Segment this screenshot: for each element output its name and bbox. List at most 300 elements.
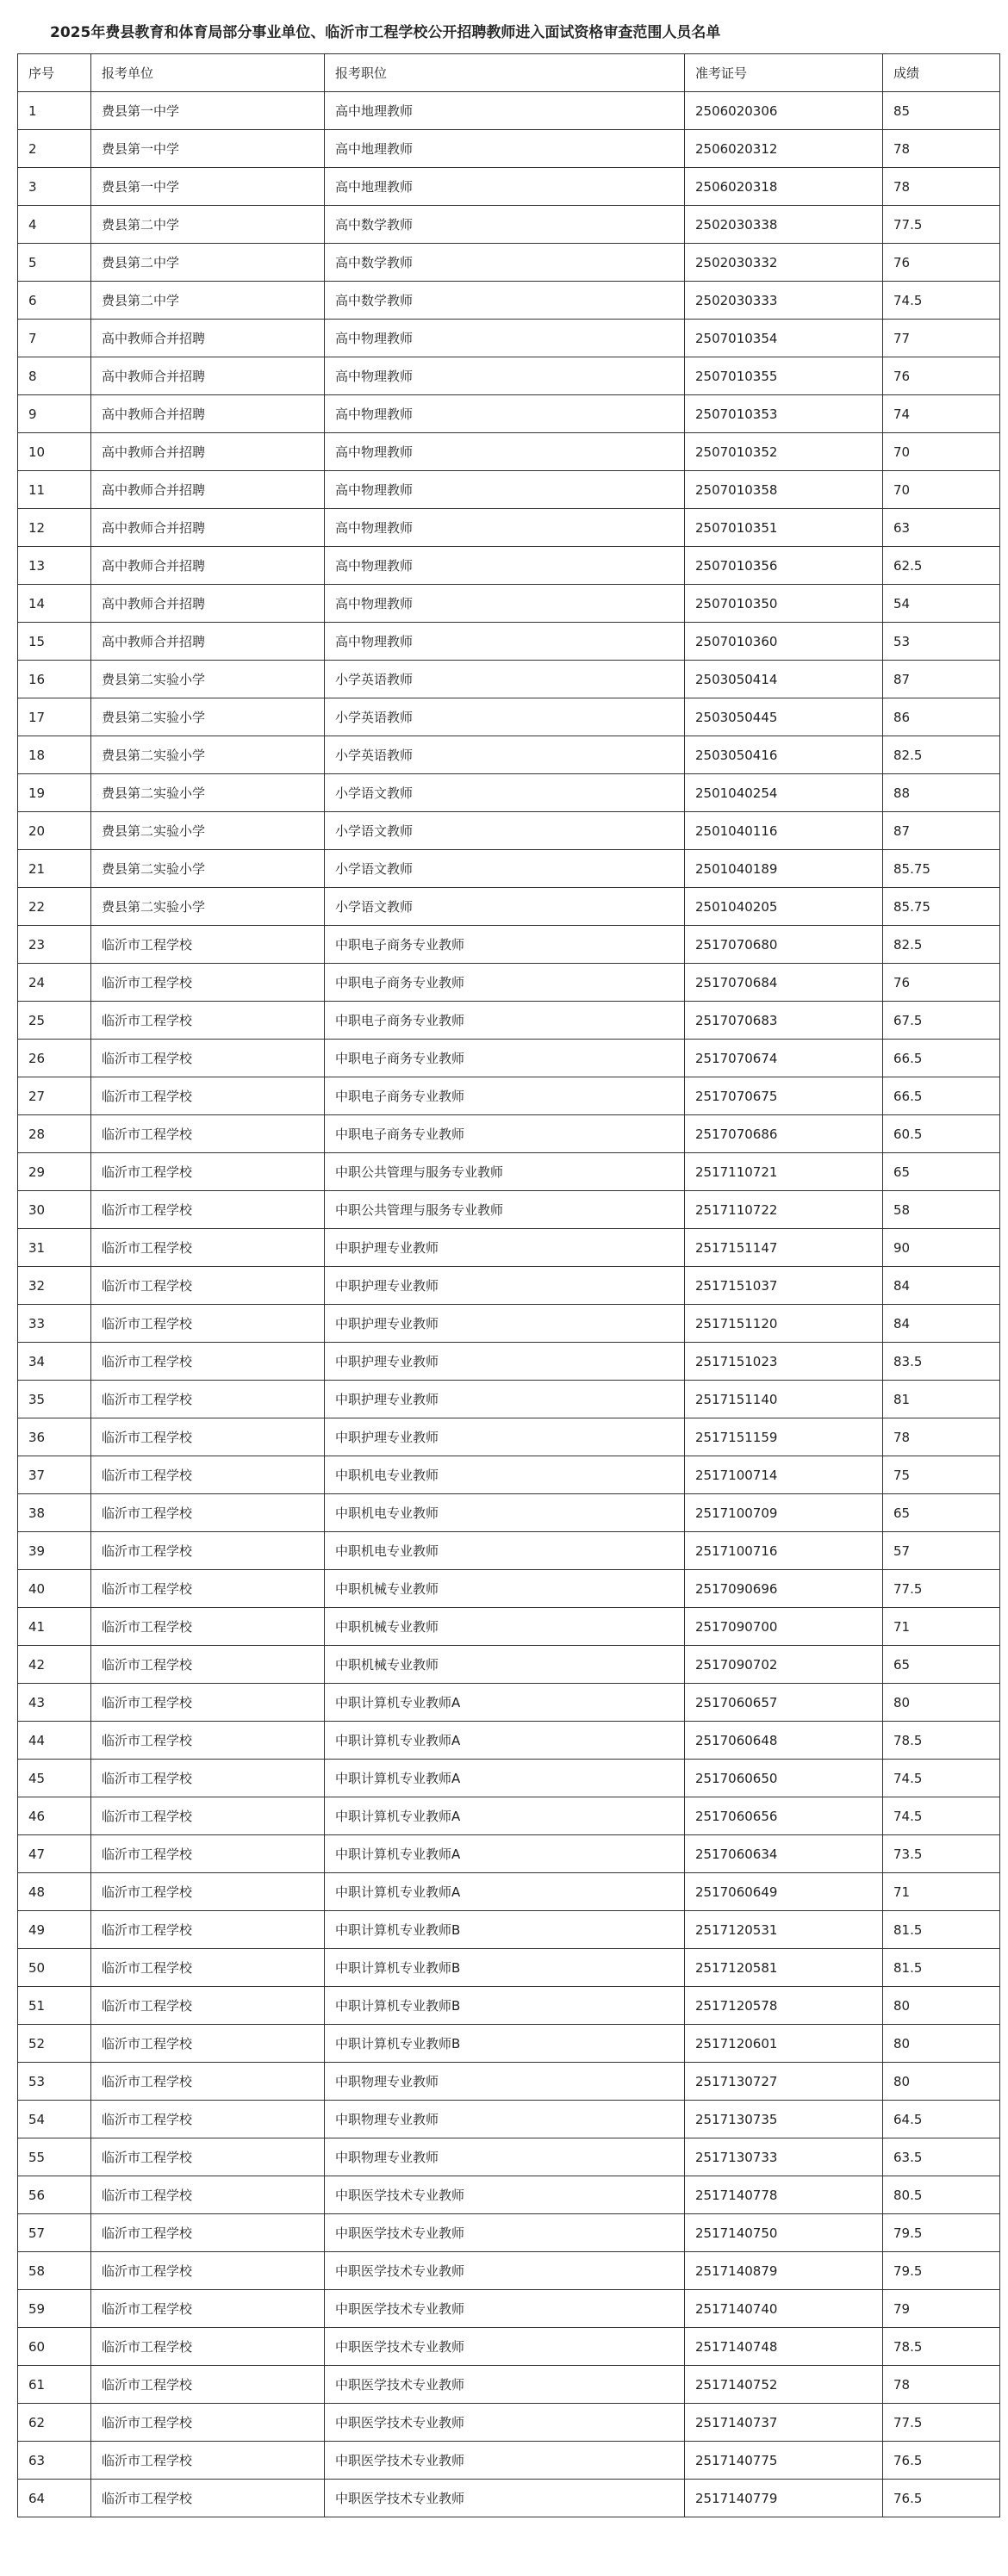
- cell-seq: 15: [18, 623, 91, 661]
- cell-unit: 临沂市工程学校: [91, 1381, 325, 1418]
- cell-position: 中职医学技术专业教师: [325, 2252, 685, 2290]
- cell-ticket: 2517070680: [685, 926, 883, 964]
- cell-seq: 49: [18, 1911, 91, 1949]
- cell-seq: 31: [18, 1229, 91, 1267]
- cell-unit: 临沂市工程学校: [91, 2442, 325, 2480]
- table-row: [18, 1456, 1000, 1494]
- cell-position: 中职物理专业教师: [325, 2101, 685, 2138]
- cell-seq: 62: [18, 2404, 91, 2442]
- cell-position: 高中物理教师: [325, 547, 685, 585]
- cell-score: 70: [883, 471, 1000, 509]
- table-row: [18, 1229, 1000, 1267]
- cell-ticket: 2507010350: [685, 585, 883, 623]
- cell-unit: 临沂市工程学校: [91, 1835, 325, 1873]
- cell-seq: 16: [18, 661, 91, 698]
- cell-unit: 临沂市工程学校: [91, 1608, 325, 1646]
- cell-unit: 临沂市工程学校: [91, 2176, 325, 2214]
- cell-unit: 高中教师合并招聘: [91, 585, 325, 623]
- table-row: [18, 1040, 1000, 1077]
- table-row: [18, 661, 1000, 698]
- table-row: [18, 698, 1000, 736]
- table-row: [18, 2480, 1000, 2517]
- cell-seq: 25: [18, 1002, 91, 1040]
- cell-position: 小学语文教师: [325, 812, 685, 850]
- cell-position: 中职医学技术专业教师: [325, 2366, 685, 2404]
- cell-position: 中职物理专业教师: [325, 2138, 685, 2176]
- cell-score: 77.5: [883, 206, 1000, 244]
- cell-seq: 50: [18, 1949, 91, 1987]
- cell-ticket: 2502030332: [685, 244, 883, 282]
- cell-ticket: 2507010358: [685, 471, 883, 509]
- cell-seq: 46: [18, 1797, 91, 1835]
- cell-unit: 临沂市工程学校: [91, 1040, 325, 1077]
- cell-score: 74.5: [883, 1760, 1000, 1797]
- cell-seq: 22: [18, 888, 91, 926]
- cell-position: 中职公共管理与服务专业教师: [325, 1191, 685, 1229]
- cell-position: 高中物理教师: [325, 623, 685, 661]
- cell-position: 中职护理专业教师: [325, 1305, 685, 1343]
- table-row: [18, 812, 1000, 850]
- cell-position: 中职机电专业教师: [325, 1456, 685, 1494]
- cell-score: 65: [883, 1153, 1000, 1191]
- cell-ticket: 2517120581: [685, 1949, 883, 1987]
- cell-seq: 23: [18, 926, 91, 964]
- cell-position: 中职计算机专业教师A: [325, 1684, 685, 1722]
- cell-seq: 59: [18, 2290, 91, 2328]
- candidate-table: [17, 53, 1000, 2517]
- cell-position: 中职护理专业教师: [325, 1343, 685, 1381]
- cell-unit: 临沂市工程学校: [91, 1305, 325, 1343]
- cell-ticket: 2517140779: [685, 2480, 883, 2517]
- cell-unit: 费县第二中学: [91, 244, 325, 282]
- cell-score: 53: [883, 623, 1000, 661]
- cell-ticket: 2517151023: [685, 1343, 883, 1381]
- cell-score: 80: [883, 1987, 1000, 2025]
- cell-seq: 19: [18, 774, 91, 812]
- cell-seq: 36: [18, 1418, 91, 1456]
- cell-ticket: 2517060648: [685, 1722, 883, 1760]
- cell-score: 76: [883, 244, 1000, 282]
- cell-score: 58: [883, 1191, 1000, 1229]
- cell-ticket: 2517151159: [685, 1418, 883, 1456]
- cell-ticket: 2517151120: [685, 1305, 883, 1343]
- cell-position: 小学英语教师: [325, 698, 685, 736]
- cell-unit: 高中教师合并招聘: [91, 471, 325, 509]
- table-row: [18, 2025, 1000, 2063]
- cell-position: 中职护理专业教师: [325, 1418, 685, 1456]
- cell-seq: 40: [18, 1570, 91, 1608]
- table-header-row: [18, 54, 1000, 92]
- cell-unit: 高中教师合并招聘: [91, 395, 325, 433]
- cell-ticket: 2517060650: [685, 1760, 883, 1797]
- table-row: [18, 395, 1000, 433]
- cell-unit: 费县第一中学: [91, 92, 325, 130]
- cell-unit: 临沂市工程学校: [91, 2138, 325, 2176]
- cell-ticket: 2507010353: [685, 395, 883, 433]
- cell-position: 中职计算机专业教师B: [325, 2025, 685, 2063]
- cell-position: 高中物理教师: [325, 509, 685, 547]
- cell-unit: 高中教师合并招聘: [91, 357, 325, 395]
- cell-score: 75: [883, 1456, 1000, 1494]
- cell-ticket: 2517100714: [685, 1456, 883, 1494]
- cell-unit: 费县第二实验小学: [91, 850, 325, 888]
- cell-unit: 临沂市工程学校: [91, 1343, 325, 1381]
- cell-ticket: 2517151147: [685, 1229, 883, 1267]
- cell-seq: 5: [18, 244, 91, 282]
- table-row: [18, 774, 1000, 812]
- cell-score: 60.5: [883, 1115, 1000, 1153]
- cell-ticket: 2517090696: [685, 1570, 883, 1608]
- cell-position: 中职医学技术专业教师: [325, 2480, 685, 2517]
- cell-unit: 临沂市工程学校: [91, 1684, 325, 1722]
- cell-seq: 35: [18, 1381, 91, 1418]
- cell-seq: 58: [18, 2252, 91, 2290]
- cell-unit: 临沂市工程学校: [91, 1456, 325, 1494]
- cell-position: 高中物理教师: [325, 433, 685, 471]
- cell-seq: 4: [18, 206, 91, 244]
- cell-position: 高中地理教师: [325, 130, 685, 168]
- cell-seq: 17: [18, 698, 91, 736]
- cell-position: 中职电子商务专业教师: [325, 1077, 685, 1115]
- cell-seq: 9: [18, 395, 91, 433]
- cell-seq: 34: [18, 1343, 91, 1381]
- cell-position: 中职计算机专业教师A: [325, 1722, 685, 1760]
- cell-unit: 临沂市工程学校: [91, 1153, 325, 1191]
- table-row: [18, 282, 1000, 320]
- table-row: [18, 1305, 1000, 1343]
- table-row: [18, 471, 1000, 509]
- table-row: [18, 585, 1000, 623]
- cell-unit: 费县第二实验小学: [91, 888, 325, 926]
- cell-score: 77.5: [883, 2404, 1000, 2442]
- cell-position: 高中物理教师: [325, 395, 685, 433]
- cell-score: 77: [883, 320, 1000, 357]
- cell-ticket: 2517060656: [685, 1797, 883, 1835]
- cell-seq: 29: [18, 1153, 91, 1191]
- table-row: [18, 2176, 1000, 2214]
- cell-unit: 临沂市工程学校: [91, 2025, 325, 2063]
- cell-score: 65: [883, 1646, 1000, 1684]
- cell-seq: 20: [18, 812, 91, 850]
- cell-seq: 33: [18, 1305, 91, 1343]
- cell-position: 中职计算机专业教师B: [325, 1949, 685, 1987]
- cell-position: 中职医学技术专业教师: [325, 2442, 685, 2480]
- cell-seq: 30: [18, 1191, 91, 1229]
- cell-score: 67.5: [883, 1002, 1000, 1040]
- cell-position: 中职计算机专业教师A: [325, 1835, 685, 1873]
- cell-position: 小学语文教师: [325, 850, 685, 888]
- table-row: [18, 1532, 1000, 1570]
- cell-ticket: 2517120601: [685, 2025, 883, 2063]
- cell-score: 74.5: [883, 1797, 1000, 1835]
- cell-score: 83.5: [883, 1343, 1000, 1381]
- cell-position: 小学英语教师: [325, 661, 685, 698]
- cell-unit: 高中教师合并招聘: [91, 547, 325, 585]
- cell-score: 54: [883, 585, 1000, 623]
- cell-unit: 高中教师合并招聘: [91, 320, 325, 357]
- cell-position: 高中地理教师: [325, 168, 685, 206]
- cell-score: 64.5: [883, 2101, 1000, 2138]
- cell-score: 80: [883, 1684, 1000, 1722]
- table-row: [18, 2290, 1000, 2328]
- cell-seq: 26: [18, 1040, 91, 1077]
- cell-unit: 临沂市工程学校: [91, 1077, 325, 1115]
- cell-ticket: 2517140740: [685, 2290, 883, 2328]
- table-row: [18, 2366, 1000, 2404]
- cell-unit: 临沂市工程学校: [91, 2328, 325, 2366]
- cell-unit: 临沂市工程学校: [91, 1911, 325, 1949]
- cell-ticket: 2507010352: [685, 433, 883, 471]
- cell-score: 66.5: [883, 1040, 1000, 1077]
- cell-score: 73.5: [883, 1835, 1000, 1873]
- cell-position: 中职护理专业教师: [325, 1267, 685, 1305]
- cell-position: 中职机电专业教师: [325, 1532, 685, 1570]
- cell-score: 90: [883, 1229, 1000, 1267]
- cell-ticket: 2517070674: [685, 1040, 883, 1077]
- cell-position: 中职医学技术专业教师: [325, 2328, 685, 2366]
- cell-score: 71: [883, 1873, 1000, 1911]
- table-row: [18, 1002, 1000, 1040]
- cell-score: 65: [883, 1494, 1000, 1532]
- table-row: [18, 1949, 1000, 1987]
- cell-seq: 63: [18, 2442, 91, 2480]
- cell-score: 76.5: [883, 2480, 1000, 2517]
- cell-score: 79: [883, 2290, 1000, 2328]
- cell-position: 中职护理专业教师: [325, 1229, 685, 1267]
- cell-ticket: 2517060649: [685, 1873, 883, 1911]
- cell-unit: 临沂市工程学校: [91, 1115, 325, 1153]
- cell-position: 中职计算机专业教师A: [325, 1760, 685, 1797]
- cell-unit: 临沂市工程学校: [91, 2290, 325, 2328]
- cell-ticket: 2507010360: [685, 623, 883, 661]
- cell-seq: 7: [18, 320, 91, 357]
- cell-score: 70: [883, 433, 1000, 471]
- cell-unit: 临沂市工程学校: [91, 2480, 325, 2517]
- cell-unit: 临沂市工程学校: [91, 1191, 325, 1229]
- table-row: [18, 2101, 1000, 2138]
- document-title: 2025年费县教育和体育局部分事业单位、临沂市工程学校公开招聘教师进入面试资格审查范围人员名单: [50, 24, 721, 41]
- cell-unit: 临沂市工程学校: [91, 2063, 325, 2101]
- cell-score: 79.5: [883, 2252, 1000, 2290]
- cell-unit: 费县第一中学: [91, 168, 325, 206]
- cell-seq: 47: [18, 1835, 91, 1873]
- table-row: [18, 2138, 1000, 2176]
- cell-ticket: 2503050416: [685, 736, 883, 774]
- cell-seq: 43: [18, 1684, 91, 1722]
- cell-position: 中职电子商务专业教师: [325, 964, 685, 1002]
- cell-position: 中职计算机专业教师A: [325, 1797, 685, 1835]
- cell-ticket: 2517140750: [685, 2214, 883, 2252]
- cell-score: 77.5: [883, 1570, 1000, 1608]
- cell-position: 中职机电专业教师: [325, 1494, 685, 1532]
- cell-position: 中职医学技术专业教师: [325, 2404, 685, 2442]
- cell-unit: 临沂市工程学校: [91, 1418, 325, 1456]
- cell-ticket: 2517060657: [685, 1684, 883, 1722]
- cell-unit: 费县第二实验小学: [91, 698, 325, 736]
- cell-unit: 临沂市工程学校: [91, 2404, 325, 2442]
- cell-unit: 临沂市工程学校: [91, 1570, 325, 1608]
- cell-ticket: 2517140737: [685, 2404, 883, 2442]
- table-row: [18, 888, 1000, 926]
- cell-unit: 临沂市工程学校: [91, 1873, 325, 1911]
- cell-unit: 临沂市工程学校: [91, 1267, 325, 1305]
- cell-seq: 53: [18, 2063, 91, 2101]
- cell-score: 86: [883, 698, 1000, 736]
- cell-ticket: 2502030338: [685, 206, 883, 244]
- cell-score: 78: [883, 1418, 1000, 1456]
- cell-position: 中职计算机专业教师B: [325, 1987, 685, 2025]
- table-row: [18, 1797, 1000, 1835]
- table-row: [18, 1873, 1000, 1911]
- table-row: [18, 2404, 1000, 2442]
- table-row: [18, 433, 1000, 471]
- cell-ticket: 2517151037: [685, 1267, 883, 1305]
- table-body: [18, 92, 1000, 2517]
- table-row: [18, 357, 1000, 395]
- cell-ticket: 2517120531: [685, 1911, 883, 1949]
- cell-ticket: 2502030333: [685, 282, 883, 320]
- cell-ticket: 2501040189: [685, 850, 883, 888]
- cell-unit: 高中教师合并招聘: [91, 433, 325, 471]
- cell-score: 78: [883, 130, 1000, 168]
- cell-unit: 临沂市工程学校: [91, 1760, 325, 1797]
- cell-ticket: 2517130727: [685, 2063, 883, 2101]
- cell-ticket: 2517140752: [685, 2366, 883, 2404]
- table-row: [18, 2214, 1000, 2252]
- cell-position: 高中数学教师: [325, 282, 685, 320]
- table-row: [18, 92, 1000, 130]
- table-row: [18, 1835, 1000, 1873]
- document-sheet: [17, 12, 999, 2517]
- table-row: [18, 2252, 1000, 2290]
- cell-position: 中职电子商务专业教师: [325, 1115, 685, 1153]
- cell-seq: 60: [18, 2328, 91, 2366]
- header-ticket: 准考证号: [685, 54, 883, 92]
- cell-score: 78.5: [883, 2328, 1000, 2366]
- cell-seq: 55: [18, 2138, 91, 2176]
- table-row: [18, 964, 1000, 1002]
- cell-position: 高中地理教师: [325, 92, 685, 130]
- cell-position: 中职医学技术专业教师: [325, 2214, 685, 2252]
- cell-seq: 48: [18, 1873, 91, 1911]
- cell-score: 87: [883, 661, 1000, 698]
- cell-position: 高中物理教师: [325, 357, 685, 395]
- cell-seq: 21: [18, 850, 91, 888]
- cell-score: 78.5: [883, 1722, 1000, 1760]
- table-row: [18, 206, 1000, 244]
- cell-seq: 42: [18, 1646, 91, 1684]
- cell-seq: 44: [18, 1722, 91, 1760]
- cell-score: 82.5: [883, 736, 1000, 774]
- table-row: [18, 1343, 1000, 1381]
- table-row: [18, 2442, 1000, 2480]
- cell-score: 62.5: [883, 547, 1000, 585]
- cell-score: 63.5: [883, 2138, 1000, 2176]
- table-row: [18, 168, 1000, 206]
- cell-score: 78: [883, 2366, 1000, 2404]
- cell-unit: 费县第二中学: [91, 206, 325, 244]
- cell-ticket: 2517070683: [685, 1002, 883, 1040]
- header-seq: 序号: [18, 54, 91, 92]
- cell-position: 中职医学技术专业教师: [325, 2176, 685, 2214]
- cell-seq: 28: [18, 1115, 91, 1153]
- cell-position: 小学语文教师: [325, 774, 685, 812]
- cell-unit: 临沂市工程学校: [91, 1002, 325, 1040]
- cell-score: 88: [883, 774, 1000, 812]
- cell-score: 79.5: [883, 2214, 1000, 2252]
- cell-seq: 56: [18, 2176, 91, 2214]
- cell-score: 74.5: [883, 282, 1000, 320]
- cell-position: 中职机械专业教师: [325, 1646, 685, 1684]
- cell-position: 中职物理专业教师: [325, 2063, 685, 2101]
- cell-score: 66.5: [883, 1077, 1000, 1115]
- cell-unit: 临沂市工程学校: [91, 2366, 325, 2404]
- cell-score: 87: [883, 812, 1000, 850]
- cell-score: 63: [883, 509, 1000, 547]
- cell-ticket: 2517060634: [685, 1835, 883, 1873]
- cell-seq: 11: [18, 471, 91, 509]
- cell-score: 76: [883, 357, 1000, 395]
- cell-unit: 费县第二实验小学: [91, 774, 325, 812]
- cell-unit: 临沂市工程学校: [91, 2101, 325, 2138]
- cell-score: 81: [883, 1381, 1000, 1418]
- cell-score: 76: [883, 964, 1000, 1002]
- cell-seq: 2: [18, 130, 91, 168]
- cell-unit: 临沂市工程学校: [91, 2214, 325, 2252]
- header-position: 报考职位: [325, 54, 685, 92]
- cell-unit: 临沂市工程学校: [91, 1722, 325, 1760]
- table-row: [18, 1077, 1000, 1115]
- cell-seq: 14: [18, 585, 91, 623]
- table-row: [18, 1911, 1000, 1949]
- cell-seq: 64: [18, 2480, 91, 2517]
- cell-unit: 费县第二实验小学: [91, 661, 325, 698]
- cell-ticket: 2507010355: [685, 357, 883, 395]
- cell-score: 80.5: [883, 2176, 1000, 2214]
- table-row: [18, 1722, 1000, 1760]
- cell-seq: 51: [18, 1987, 91, 2025]
- cell-score: 85.75: [883, 850, 1000, 888]
- table-row: [18, 926, 1000, 964]
- cell-ticket: 2517100716: [685, 1532, 883, 1570]
- cell-ticket: 2506020318: [685, 168, 883, 206]
- table-row: [18, 2063, 1000, 2101]
- cell-position: 高中物理教师: [325, 585, 685, 623]
- cell-position: 高中数学教师: [325, 206, 685, 244]
- cell-position: 小学英语教师: [325, 736, 685, 774]
- table-row: [18, 244, 1000, 282]
- cell-ticket: 2517110722: [685, 1191, 883, 1229]
- cell-unit: 临沂市工程学校: [91, 926, 325, 964]
- cell-unit: 临沂市工程学校: [91, 1987, 325, 2025]
- table-row: [18, 1646, 1000, 1684]
- table-row: [18, 1987, 1000, 2025]
- cell-seq: 12: [18, 509, 91, 547]
- cell-ticket: 2517110721: [685, 1153, 883, 1191]
- cell-unit: 高中教师合并招聘: [91, 623, 325, 661]
- cell-score: 84: [883, 1267, 1000, 1305]
- table-row: [18, 1418, 1000, 1456]
- cell-ticket: 2517090702: [685, 1646, 883, 1684]
- cell-unit: 临沂市工程学校: [91, 2252, 325, 2290]
- table-row: [18, 1684, 1000, 1722]
- cell-ticket: 2517140778: [685, 2176, 883, 2214]
- cell-position: 小学语文教师: [325, 888, 685, 926]
- cell-position: 中职护理专业教师: [325, 1381, 685, 1418]
- cell-unit: 高中教师合并招聘: [91, 509, 325, 547]
- cell-seq: 54: [18, 2101, 91, 2138]
- cell-ticket: 2501040205: [685, 888, 883, 926]
